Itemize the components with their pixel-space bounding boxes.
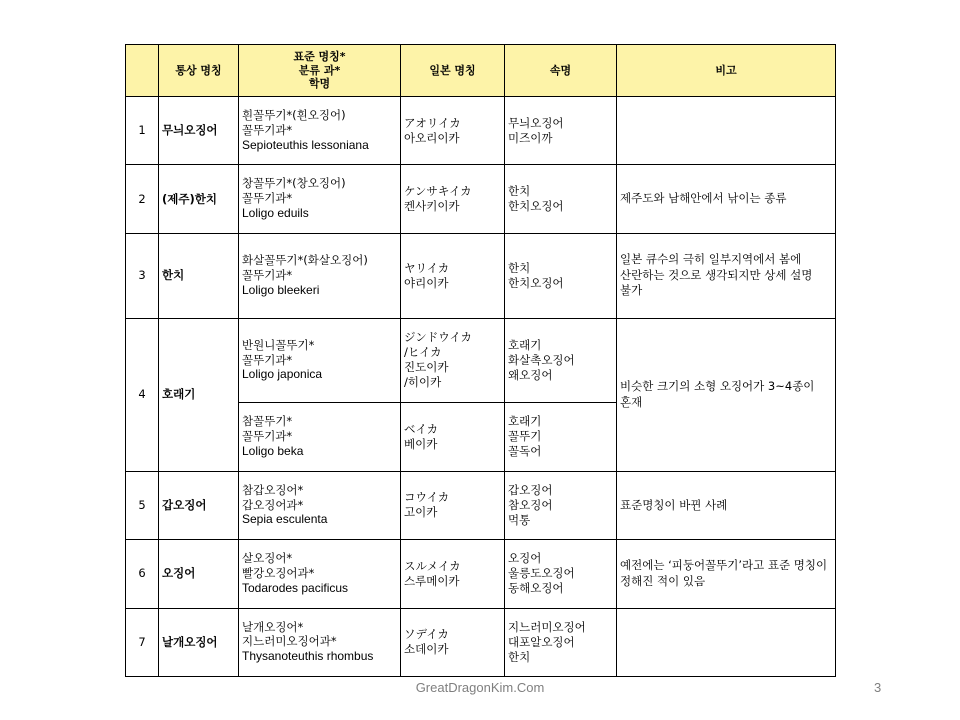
genus-name-cell-line: 먹통 bbox=[508, 512, 531, 527]
japanese-name-cell-line: 켄사키이카 bbox=[404, 199, 460, 214]
genus-name-cell-line: 미즈이까 bbox=[508, 130, 553, 145]
standard-name-cell-line: Thysanoteuthis rhombus bbox=[242, 649, 374, 664]
japanese-name-cell-line: ソデイカ bbox=[404, 627, 449, 642]
footer-site: GreatDragonKim.Com bbox=[415, 680, 545, 695]
common-name-cell: 호래기 bbox=[159, 318, 239, 471]
table-row bbox=[126, 540, 836, 608]
common-name-cell: (제주)한치 bbox=[159, 165, 239, 233]
genus-name-cell-line: 울릉도오징어 bbox=[508, 566, 575, 581]
genus-name-cell-line: 한치오징어 bbox=[508, 275, 564, 290]
row-index: 5 bbox=[126, 471, 159, 539]
standard-name-cell-line: 참갑오징어* bbox=[242, 482, 304, 497]
header-common-name: 통상 명칭 bbox=[159, 45, 239, 97]
common-name-cell: 갑오징어 bbox=[159, 471, 239, 539]
japanese-name-cell bbox=[401, 233, 505, 318]
genus-name-cell-line: 한치 bbox=[508, 184, 531, 199]
header-note: 비고 bbox=[617, 45, 836, 97]
japanese-name-cell-line: 고이카 bbox=[404, 505, 438, 520]
genus-name-cell bbox=[505, 318, 617, 403]
header-index bbox=[126, 45, 159, 97]
note-cell: 일본 큐수의 극히 일부지역에서 봄에 산란하는 것으로 생각되지만 상세 설명 불가 bbox=[617, 233, 836, 318]
japanese-name-cell-line: 소데이카 bbox=[404, 642, 449, 657]
table-row bbox=[126, 165, 836, 233]
standard-name-cell-line: 반원니꼴뚜기* bbox=[242, 337, 315, 352]
japanese-name-cell-line: 베이카 bbox=[404, 436, 438, 451]
header-standard-line: 표준 명칭* bbox=[293, 49, 346, 63]
genus-name-cell-line: 한치 bbox=[508, 260, 531, 275]
row-index: 1 bbox=[126, 97, 159, 165]
japanese-name-cell bbox=[401, 403, 505, 471]
standard-name-cell bbox=[239, 318, 401, 403]
standard-name-cell bbox=[239, 403, 401, 471]
genus-name-cell bbox=[505, 608, 617, 677]
standard-name-cell bbox=[239, 608, 401, 677]
table-row bbox=[126, 471, 836, 539]
genus-name-cell-line: 꼴독어 bbox=[508, 444, 542, 459]
table-body bbox=[126, 97, 836, 677]
standard-name-cell-line: 화살꼴뚜기*(화살오징어) bbox=[242, 252, 368, 267]
japanese-name-cell-line: アオリイカ bbox=[404, 115, 461, 130]
japanese-name-cell-line: コウイカ bbox=[404, 490, 450, 505]
standard-name-cell-line: 꼴뚜기과* bbox=[242, 191, 293, 206]
common-name-cell: 오징어 bbox=[159, 540, 239, 608]
standard-name-cell-line: Loligo bleekeri bbox=[242, 282, 320, 297]
squid-name-table bbox=[125, 44, 836, 677]
japanese-name-cell bbox=[401, 165, 505, 233]
table-row bbox=[126, 318, 836, 403]
japanese-name-cell bbox=[401, 318, 505, 403]
standard-name-cell-line: 꼴뚜기과* bbox=[242, 267, 293, 282]
standard-name-cell-line: 흰꼴뚜기*(흰오징어) bbox=[242, 108, 346, 122]
note-cell: 비슷한 크기의 소형 오징어가 3~4종이 혼재 bbox=[617, 318, 836, 471]
genus-name-cell-line: 무늬오징어 bbox=[508, 115, 564, 130]
standard-name-cell-line: 꼴뚜기과* bbox=[242, 122, 293, 137]
japanese-name-cell-line: 스루메이카 bbox=[404, 573, 460, 588]
japanese-name-cell-line: /히이카 bbox=[404, 375, 442, 390]
genus-name-cell-line: 왜오징어 bbox=[508, 367, 553, 382]
table-row bbox=[126, 233, 836, 318]
genus-name-cell-line: 호래기 bbox=[508, 414, 542, 429]
note-cell: 표준명칭이 바뀐 사례 bbox=[617, 471, 836, 539]
standard-name-cell-line: Sepioteuthis lessoniana bbox=[242, 137, 369, 152]
row-index: 3 bbox=[126, 233, 159, 318]
standard-name-cell-line: 살오징어* bbox=[242, 551, 293, 566]
genus-name-cell bbox=[505, 97, 617, 165]
table-header-row bbox=[126, 45, 836, 97]
standard-name-cell-line: 참꼴뚜기* bbox=[242, 414, 293, 429]
japanese-name-cell-line: ケンサキイカ bbox=[404, 184, 472, 199]
header-standard-line: 분류 과* bbox=[298, 63, 341, 77]
standard-name-cell-line: Loligo beka bbox=[242, 443, 304, 458]
genus-name-cell bbox=[505, 233, 617, 318]
japanese-name-cell-line: ジンドウイカ bbox=[404, 330, 473, 345]
genus-name-cell bbox=[505, 471, 617, 539]
note-cell: 제주도와 남해안에서 낚이는 종류 bbox=[617, 165, 836, 233]
standard-name-cell-line: 빨강오징어과* bbox=[242, 565, 315, 580]
table-row bbox=[126, 608, 836, 677]
row-index: 4 bbox=[126, 318, 159, 471]
standard-name-cell-line: Loligo eduils bbox=[242, 206, 309, 221]
note-cell: 예전에는 ‘피둥어꼴뚜기’라고 표준 명칭이 정해진 적이 있음 bbox=[617, 540, 836, 608]
genus-name-cell-line: 화살촉오징어 bbox=[508, 352, 575, 367]
row-index: 7 bbox=[126, 608, 159, 677]
standard-name-cell-line: 꼴뚜기과* bbox=[242, 429, 293, 444]
genus-name-cell-line: 동해오징어 bbox=[508, 581, 564, 596]
common-name-cell: 무늬오징어 bbox=[159, 97, 239, 165]
note-cell bbox=[617, 97, 836, 165]
header-standard-name bbox=[239, 45, 401, 97]
table-row bbox=[126, 97, 836, 165]
standard-name-cell bbox=[239, 165, 401, 233]
header-standard-line: 학명 bbox=[308, 77, 331, 91]
genus-name-cell bbox=[505, 165, 617, 233]
standard-name-cell-line: Sepia esculenta bbox=[242, 512, 328, 527]
page-number: 3 bbox=[874, 680, 882, 695]
japanese-name-cell-line: ベイカ bbox=[404, 421, 439, 436]
standard-name-cell bbox=[239, 97, 401, 165]
genus-name-cell-line: 한치오징어 bbox=[508, 199, 564, 214]
genus-name-cell-line: 지느러미오징어 bbox=[508, 619, 586, 634]
genus-name-cell-line: 꼴뚜기 bbox=[508, 429, 542, 444]
genus-name-cell-line: 갑오징어 bbox=[508, 482, 553, 497]
japanese-name-cell-line: 진도이카 bbox=[404, 360, 449, 375]
genus-name-cell-line: 참오징어 bbox=[508, 497, 553, 512]
header-genus-name: 속명 bbox=[505, 45, 617, 97]
genus-name-cell-line: 오징어 bbox=[508, 551, 542, 566]
standard-name-cell-line: Todarodes pacificus bbox=[242, 580, 349, 595]
japanese-name-cell-line: 아오리이카 bbox=[404, 130, 460, 145]
japanese-name-cell-line: /ヒイカ bbox=[404, 345, 442, 360]
note-cell bbox=[617, 608, 836, 677]
genus-name-cell-line: 한치 bbox=[508, 649, 531, 664]
row-index: 2 bbox=[126, 165, 159, 233]
genus-name-cell-line: 호래기 bbox=[508, 337, 542, 352]
japanese-name-cell bbox=[401, 471, 505, 539]
japanese-name-cell-line: 야리이카 bbox=[404, 275, 449, 290]
standard-name-cell-line: 창꼴뚜기*(창오징어) bbox=[242, 176, 346, 191]
japanese-name-cell bbox=[401, 608, 505, 677]
standard-name-cell-line: 날개오징어* bbox=[242, 619, 304, 634]
genus-name-cell-line: 대포알오징어 bbox=[508, 634, 575, 649]
standard-name-cell bbox=[239, 540, 401, 608]
standard-name-cell-line: Loligo japonica bbox=[242, 367, 323, 382]
common-name-cell: 날개오징어 bbox=[159, 608, 239, 677]
standard-name-cell-line: 지느러미오징어과* bbox=[242, 634, 337, 649]
standard-name-cell bbox=[239, 233, 401, 318]
genus-name-cell bbox=[505, 403, 617, 471]
header-japanese-name: 일본 명칭 bbox=[401, 45, 505, 97]
standard-name-cell-line: 갑오징어과* bbox=[242, 497, 304, 512]
standard-name-cell bbox=[239, 471, 401, 539]
japanese-name-cell-line: ヤリイカ bbox=[404, 260, 450, 275]
japanese-name-cell bbox=[401, 540, 505, 608]
common-name-cell: 한치 bbox=[159, 233, 239, 318]
japanese-name-cell-line: スルメイカ bbox=[404, 558, 461, 573]
japanese-name-cell bbox=[401, 97, 505, 165]
genus-name-cell bbox=[505, 540, 617, 608]
standard-name-cell-line: 꼴뚜기과* bbox=[242, 352, 293, 367]
row-index: 6 bbox=[126, 540, 159, 608]
